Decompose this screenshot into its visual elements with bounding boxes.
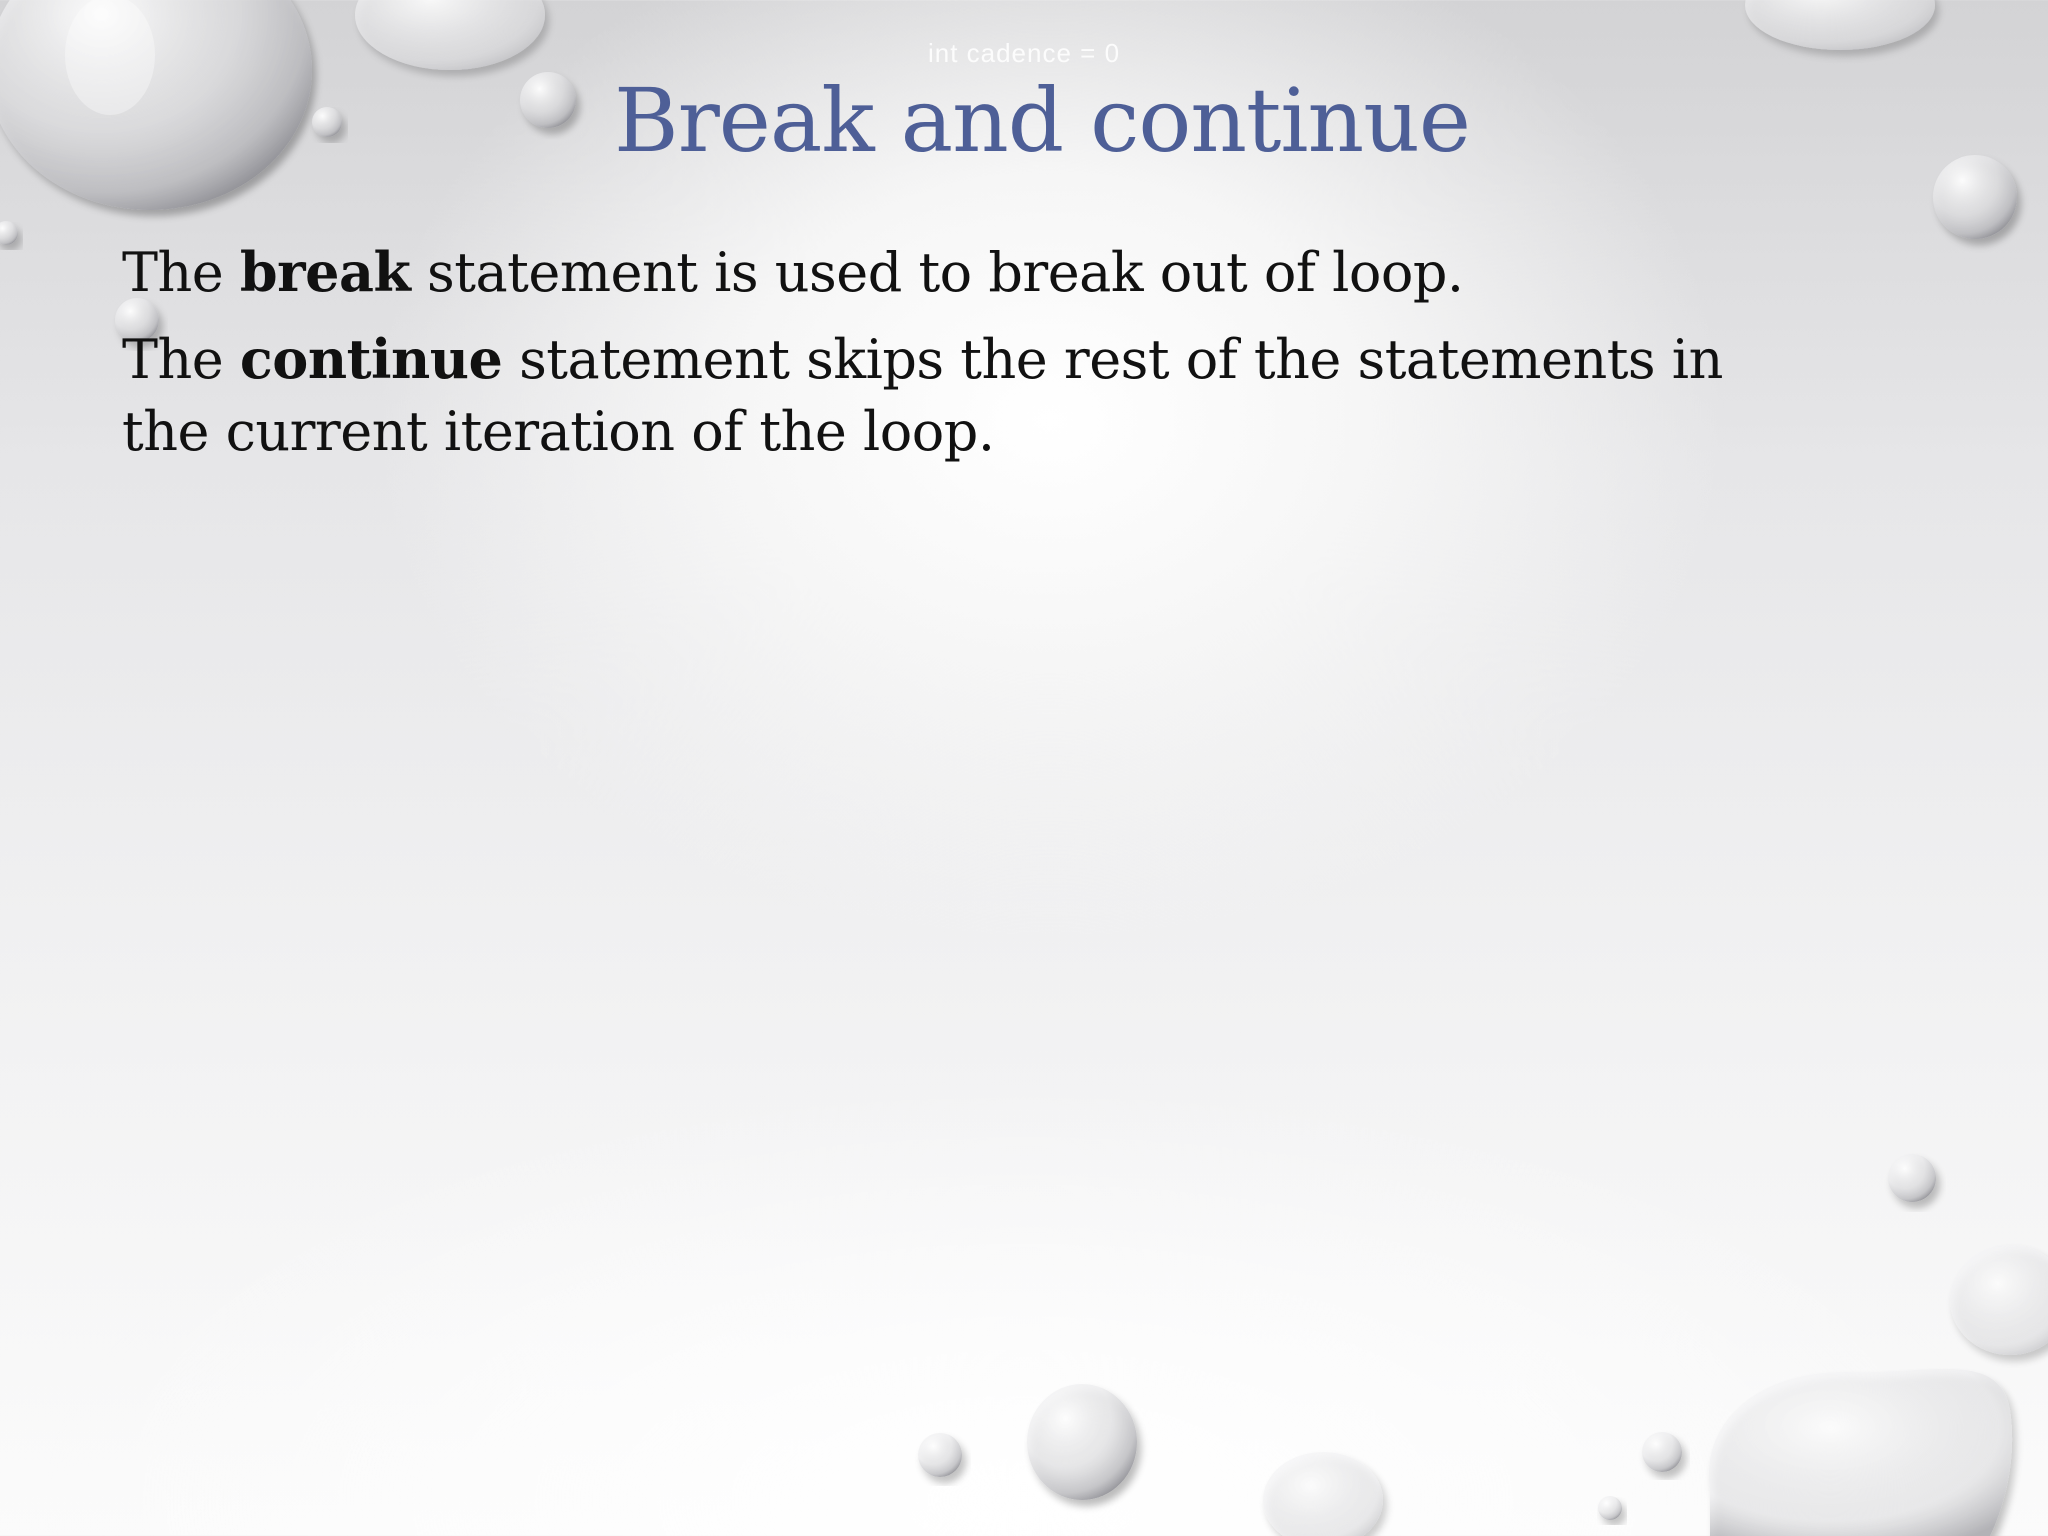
keyword-continue: continue: [239, 327, 503, 391]
paragraph-continue: [122, 323, 1762, 468]
water-drop: [0, 221, 18, 245]
water-drop: [1888, 1154, 1936, 1202]
water-drop: [918, 1433, 962, 1477]
water-drop: [1642, 1432, 1682, 1472]
water-drop: [1709, 1369, 2012, 1536]
slide-body: [122, 236, 1762, 482]
slide-title: Break and continue: [614, 69, 1470, 172]
paragraph-prefix: The: [122, 328, 240, 391]
water-drop: [1263, 1452, 1383, 1536]
water-drop: [1598, 1496, 1622, 1520]
paragraph-break: [122, 236, 1762, 309]
paragraph-suffix: statement skips the rest of the statements in the current iteration of the loop.: [122, 328, 1723, 463]
code-watermark: int cadence = 0: [927, 38, 1121, 68]
water-drop: [1950, 1245, 2048, 1355]
keyword-break: break: [239, 240, 411, 304]
paragraph-suffix: statement is used to break out of loop.: [410, 241, 1464, 304]
water-drop: [1027, 1384, 1137, 1500]
paragraph-prefix: The: [122, 241, 240, 304]
